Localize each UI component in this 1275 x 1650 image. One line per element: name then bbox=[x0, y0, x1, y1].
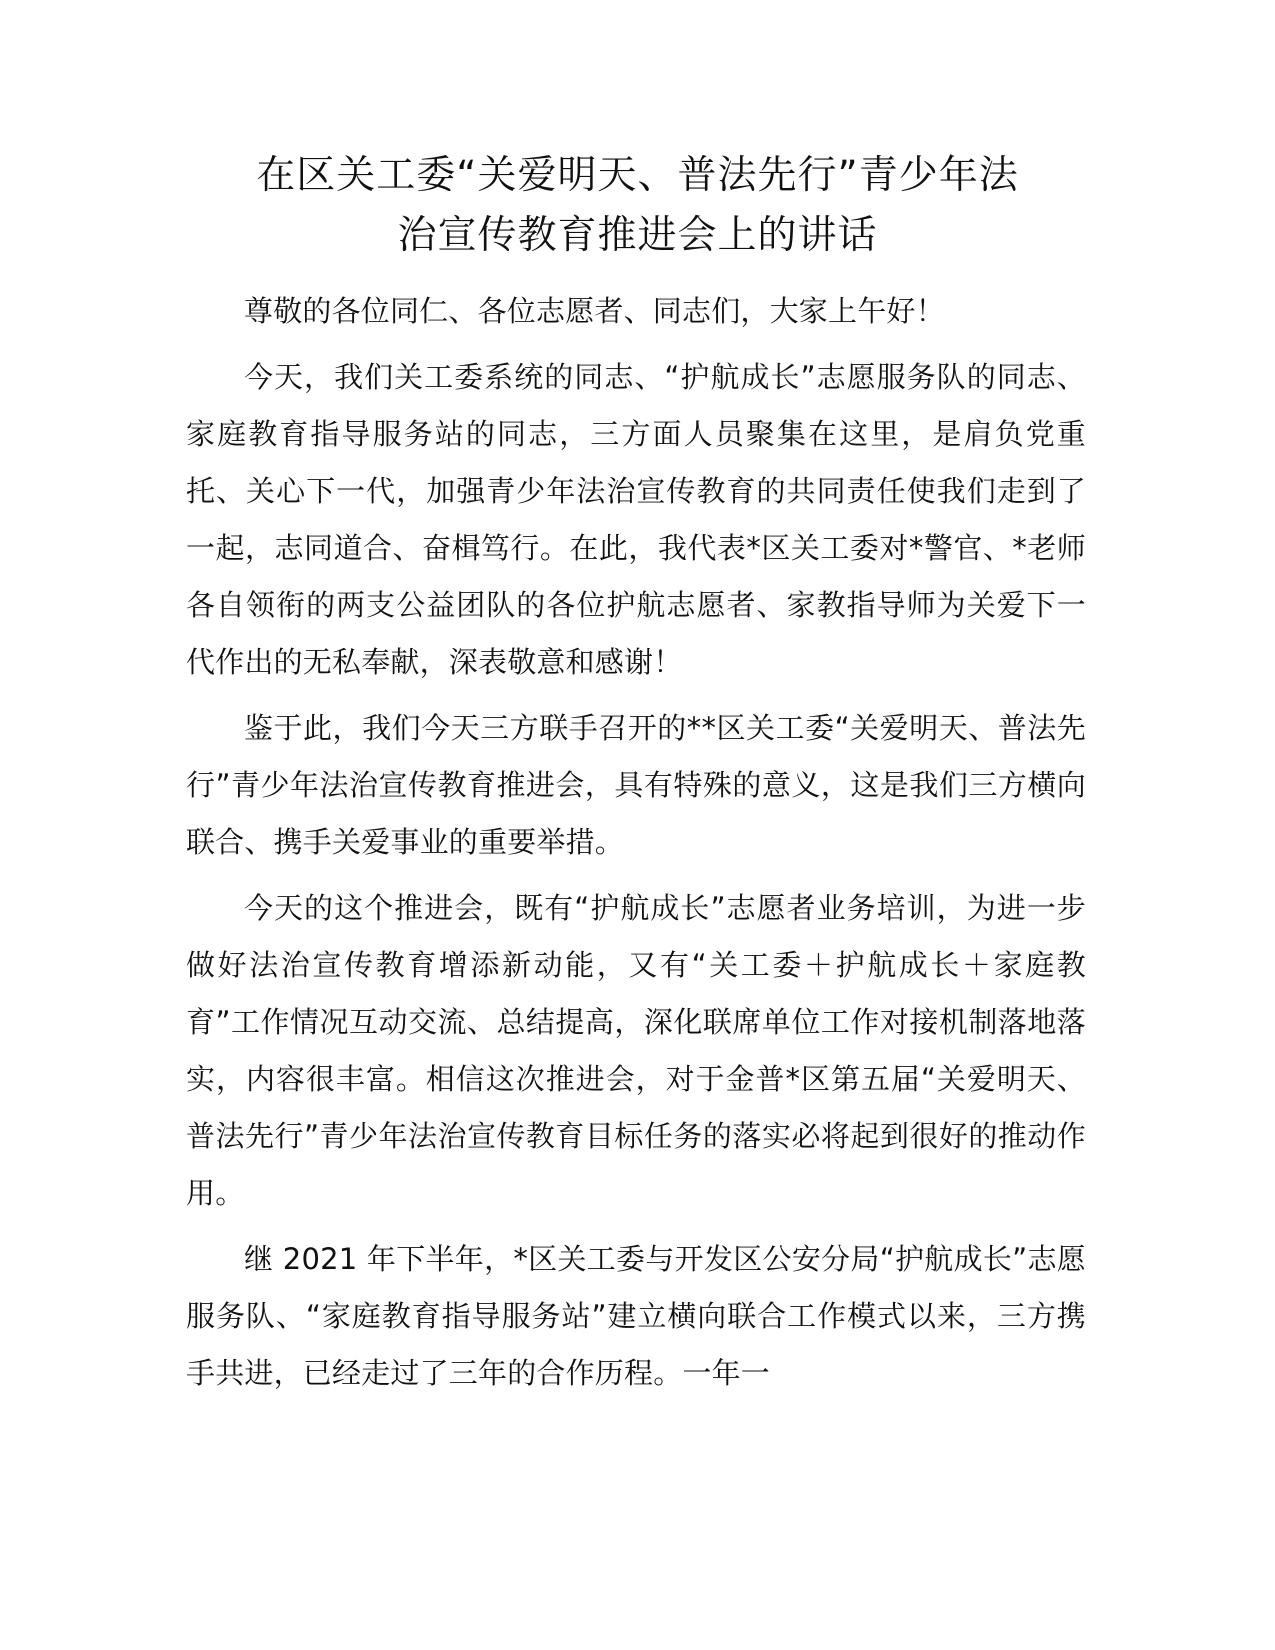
document-title bbox=[180, 146, 1095, 266]
title-line-2: 治宣传教育推进会上的讲话 bbox=[397, 213, 878, 258]
title-line-1: 在区关工委“关爱明天、普法先行”青少年法 bbox=[256, 153, 1019, 198]
body-paragraph: 鉴于此，我们今天三方联手召开的**区关工委“关爱明天、普法先行”青少年法治宣传教育推进会，具有特殊的意义，这是我们三方横向联合、携手关爱事业的重要举措。 bbox=[186, 711, 1086, 859]
body-paragraph: 今天的这个推进会，既有“护航成长”志愿者业务培训，为进一步做好法治宣传教育增添新动能，又有“关工委＋护航成长＋家庭教育”工作情况互动交流、总结提高，深化联席单位工作对接机制落地落实，内容很丰富。相信这次推进会，对于金普*区第五届“关爱明天、普法先行”青少年法治宣传教育目标任务的落实必将起到很好的推动作用。 bbox=[186, 891, 1086, 1210]
body-paragraph: 今天，我们关工委系统的同志、“护航成长”志愿服务队的同志、家庭教育指导服务站的同志，三方面人员聚集在这里，是肩负党重托、关心下一代，加强青少年法治宣传教育的共同责任使我们走到了一起，志同道合、奋楫笃行。在此，我代表*区关工委对*警官、*老师各自领衔的两支公益团队的各位护航志愿者、家教指导师为关爱下一代作出的无私奉献，深表敬意和感谢！ bbox=[186, 360, 1086, 679]
body-paragraph: 继 2021 年下半年，*区关工委与开发区公安分局“护航成长”志愿服务队、“家庭教育指导服务站”建立横向联合工作模式以来，三方携手共进，已经走过了三年的合作历程。一年一 bbox=[186, 1242, 1086, 1390]
document-body bbox=[186, 283, 1086, 1411]
greeting-paragraph: 尊敬的各位同仁、各位志愿者、同志们，大家上午好！ bbox=[244, 294, 945, 328]
